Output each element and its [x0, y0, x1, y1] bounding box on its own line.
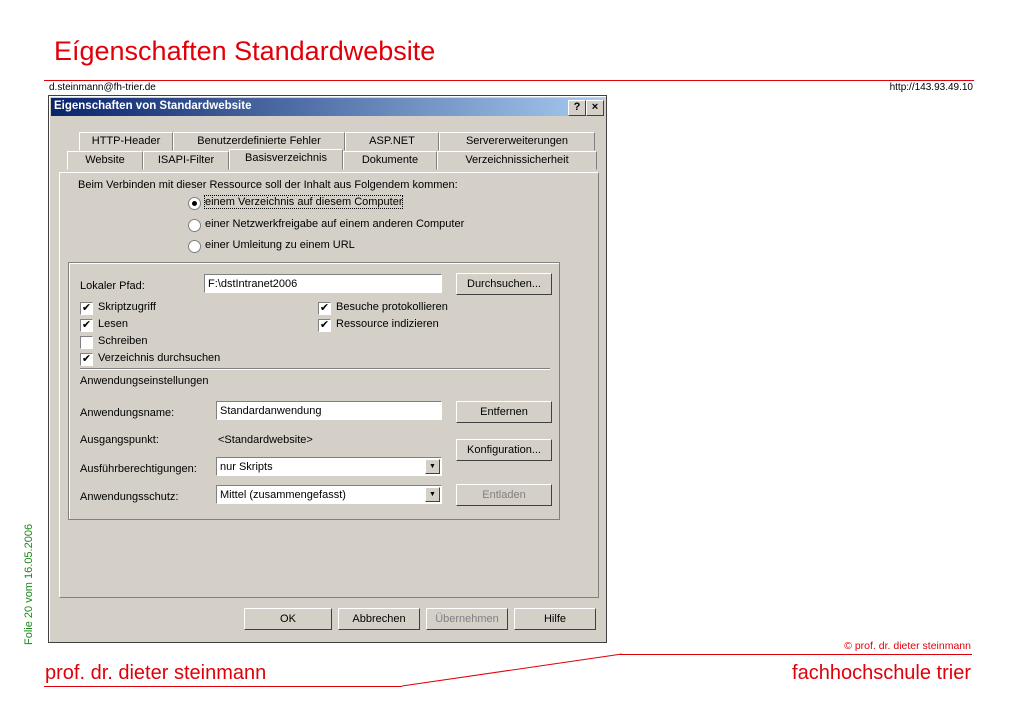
- exec-permissions-select[interactable]: [216, 457, 442, 476]
- checkbox-directory-browsing[interactable]: ✔: [81, 353, 92, 365]
- browse-button[interactable]: Durchsuchen...: [456, 273, 552, 295]
- tab-server-extensions[interactable]: Servererweiterungen: [439, 132, 595, 151]
- chevron-down-icon[interactable]: ▼: [425, 487, 440, 502]
- tab-basisverzeichnis[interactable]: Basisverzeichnis: [229, 149, 343, 170]
- radio-local-directory-label[interactable]: einem Verzeichnis auf diesem Computer: [205, 196, 403, 208]
- configuration-button[interactable]: Konfiguration...: [456, 439, 552, 461]
- header-rule: [44, 80, 974, 81]
- radio-url-redirect[interactable]: [188, 240, 201, 253]
- checkbox-log-visits[interactable]: ✔: [319, 302, 330, 314]
- dialog-titlebar[interactable]: [51, 98, 604, 116]
- local-path-input[interactable]: F:\dstIntranet2006: [204, 274, 442, 293]
- unload-button[interactable]: Entladen: [456, 484, 552, 506]
- tab-panel: [59, 172, 599, 598]
- radio-network-share[interactable]: [188, 219, 201, 232]
- exec-permissions-label: Ausführberechtigungen:: [80, 463, 197, 475]
- tab-website[interactable]: Website: [67, 151, 143, 170]
- tab-aspnet[interactable]: ASP.NET: [345, 132, 439, 151]
- tab-verzeichnissicherheit[interactable]: Verzeichnissicherheit: [437, 151, 597, 170]
- start-point-label: Ausgangspunkt:: [80, 434, 159, 446]
- app-name-label: Anwendungsname:: [80, 407, 175, 419]
- radio-local-directory[interactable]: [188, 197, 201, 210]
- close-icon[interactable]: ×: [586, 100, 604, 116]
- index-resource-label[interactable]: Ressource indizieren: [336, 318, 439, 330]
- tab-http-header[interactable]: HTTP-Header: [79, 132, 173, 151]
- checkbox-read[interactable]: ✔: [81, 319, 92, 331]
- ok-button[interactable]: OK: [244, 608, 332, 630]
- tab-isapi-filter[interactable]: ISAPI-Filter: [143, 151, 229, 170]
- footer-rule-right: [620, 654, 972, 655]
- remove-button[interactable]: Entfernen: [456, 401, 552, 423]
- footer-author: prof. dr. dieter steinmann: [45, 662, 267, 684]
- app-settings-divider: [80, 368, 550, 370]
- checkbox-index-resource[interactable]: ✔: [319, 319, 330, 331]
- properties-dialog: [48, 95, 607, 643]
- dialog-title: Eigenschaften von Standardwebsite: [54, 100, 252, 112]
- directory-browsing-label[interactable]: Verzeichnis durchsuchen: [98, 352, 221, 364]
- radio-url-redirect-label[interactable]: einer Umleitung zu einem URL: [205, 239, 355, 251]
- tab-dokumente[interactable]: Dokumente: [343, 151, 437, 170]
- chevron-down-icon[interactable]: ▼: [425, 459, 440, 474]
- help-icon[interactable]: ?: [568, 100, 586, 116]
- tab-custom-errors[interactable]: Benutzerdefinierte Fehler: [173, 132, 345, 151]
- author-email: d.steinmann@fh-trier.de: [49, 82, 156, 93]
- help-button[interactable]: Hilfe: [514, 608, 596, 630]
- log-visits-label[interactable]: Besuche protokollieren: [336, 301, 448, 313]
- local-path-label: Lokaler Pfad:: [80, 280, 145, 292]
- read-label[interactable]: Lesen: [98, 318, 128, 330]
- footer-school: fachhochschule trier: [792, 662, 971, 684]
- script-access-label[interactable]: Skriptzugriff: [98, 301, 156, 313]
- footer-rule-left: [44, 686, 402, 687]
- checkbox-write[interactable]: [80, 336, 93, 349]
- app-settings-header: Anwendungseinstellungen: [80, 375, 209, 387]
- server-url: http://143.93.49.10: [889, 82, 973, 93]
- copyright: © prof. dr. dieter steinmann: [844, 640, 971, 652]
- source-intro-label: Beim Verbinden mit dieser Ressource soll der Inhalt aus Folgendem kommen:: [78, 179, 458, 191]
- app-name-input[interactable]: Standardanwendung: [216, 401, 442, 420]
- apply-button[interactable]: Übernehmen: [426, 608, 508, 630]
- radio-network-share-label[interactable]: einer Netzwerkfreigabe auf einem anderen Computer: [205, 218, 465, 230]
- app-protection-value: Mittel (zusammengefasst): [220, 489, 346, 501]
- start-point-value: <Standardwebsite>: [218, 434, 313, 446]
- exec-permissions-value: nur Skripts: [220, 461, 273, 473]
- checkbox-script-access[interactable]: ✔: [81, 302, 92, 314]
- write-label[interactable]: Schreiben: [98, 335, 148, 347]
- slide-title: Eígenschaften Standardwebsite: [54, 36, 436, 66]
- app-protection-select[interactable]: [216, 485, 442, 504]
- cancel-button[interactable]: Abbrechen: [338, 608, 420, 630]
- app-protection-label: Anwendungsschutz:: [80, 491, 179, 503]
- footer-diagonal-line: [400, 652, 624, 688]
- slide-number: Folie 20 vom 16.05.2006: [23, 523, 35, 645]
